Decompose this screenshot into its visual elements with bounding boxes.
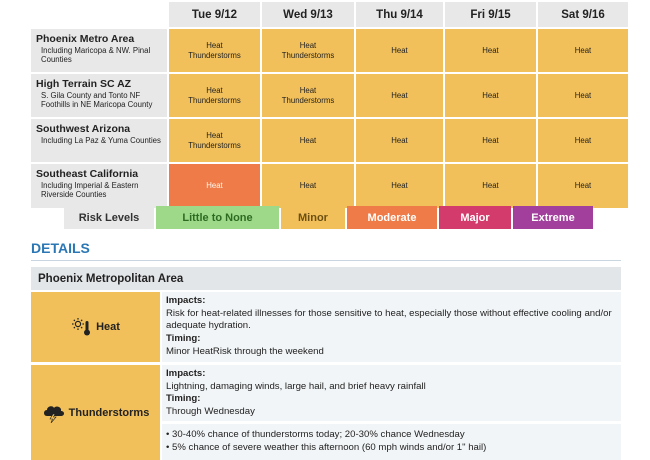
risk-cell: Heat Thunderstorms: [262, 74, 354, 117]
area-subtitle: S. Gila County and Tonto NF Foothills in NE Maricopa County: [41, 91, 153, 110]
area-name: Southeast California: [36, 168, 139, 180]
thunderstorm-label-box: [31, 365, 160, 460]
impacts-label: Impacts:: [166, 368, 206, 379]
risk-legend: [64, 206, 593, 229]
day-header: Tue 9/12: [169, 2, 260, 27]
risk-cell: Heat: [538, 164, 628, 208]
thunderstorm-detail-body: [162, 365, 621, 421]
heat-detail-row: [31, 292, 621, 362]
legend-title: Risk Levels: [64, 206, 154, 229]
risk-cell: Heat Thunderstorms: [262, 29, 354, 72]
area-name: Phoenix Metro Area: [36, 33, 135, 45]
area-subtitle: Including Imperial & Eastern Riverside Counties: [41, 181, 139, 200]
risk-cell: Heat: [356, 164, 443, 208]
thunderstorm-impacts: Lightning, damaging winds, large hail, and brief heavy rainfall: [166, 380, 426, 392]
legend-moderate: Moderate: [347, 206, 437, 229]
risk-cell: Heat: [445, 74, 536, 117]
heat-label-box: [31, 292, 160, 362]
thunderstorm-bullets: [162, 424, 621, 460]
impacts-label: Impacts:: [166, 295, 206, 306]
heat-timing: Minor HeatRisk through the weekend: [166, 345, 324, 357]
legend-extreme: Extreme: [513, 206, 593, 229]
risk-cell: Heat: [356, 74, 443, 117]
day-header: Wed 9/13: [262, 2, 354, 27]
area-high-terrain: [31, 74, 167, 117]
legend-major: Major: [439, 206, 511, 229]
section-header: Phoenix Metropolitan Area: [31, 267, 621, 290]
grid-corner: [31, 2, 167, 27]
risk-cell: Heat: [356, 119, 443, 162]
thermometer-sun-icon: [71, 317, 93, 337]
legend-minor: Minor: [281, 206, 345, 229]
area-subtitle: Including Maricopa & NW. Pinal Counties: [41, 46, 151, 65]
heat-impacts: Risk for heat-related illnesses for those sensitive to heat, especially those without effective cooling and/or adequate hydration.: [166, 307, 612, 332]
risk-cell: Heat: [538, 74, 628, 117]
risk-cell: Heat Thunderstorms: [169, 29, 260, 72]
risk-grid: [31, 2, 628, 208]
details-heading: DETAILS: [31, 240, 90, 256]
area-southeast-california: [31, 164, 167, 208]
area-subtitle: Including La Paz & Yuma Counties: [41, 136, 161, 146]
area-southwest-arizona: [31, 119, 167, 162]
timing-label: Timing:: [166, 332, 201, 344]
thunderstorm-timing: Through Wednesday: [166, 405, 255, 417]
area-phoenix-metro: [31, 29, 167, 72]
risk-cell: Heat: [445, 119, 536, 162]
risk-cell: Heat: [169, 164, 260, 208]
thunderstorm-label: Thunderstorms: [68, 406, 150, 419]
risk-cell: Heat Thunderstorms: [169, 74, 260, 117]
risk-cell: Heat: [445, 29, 536, 72]
risk-cell: Heat: [538, 29, 628, 72]
risk-cell: Heat: [262, 119, 354, 162]
area-name: Southwest Arizona: [36, 123, 131, 135]
area-name: High Terrain SC AZ: [36, 78, 132, 90]
heat-label: Heat: [96, 321, 120, 333]
list-item: • 30-40% chance of thunderstorms today; 20-30% chance Wednesday: [166, 429, 465, 440]
day-header: Thu 9/14: [356, 2, 443, 27]
list-item: • 5% chance of severe weather this afternoon (60 mph winds and/or 1" hail): [166, 442, 487, 454]
day-header: Fri 9/15: [445, 2, 536, 27]
risk-cell: Heat: [262, 164, 354, 208]
timing-label: Timing:: [166, 393, 201, 405]
day-header: Sat 9/16: [538, 2, 628, 27]
heat-detail-body: [162, 292, 621, 362]
thunderstorm-cloud-icon: [42, 403, 66, 423]
details-divider: [31, 260, 621, 261]
risk-cell: Heat: [445, 164, 536, 208]
risk-cell: Heat: [538, 119, 628, 162]
legend-little-to-none: Little to None: [156, 206, 279, 229]
risk-cell: Heat Thunderstorms: [169, 119, 260, 162]
risk-cell: Heat: [356, 29, 443, 72]
